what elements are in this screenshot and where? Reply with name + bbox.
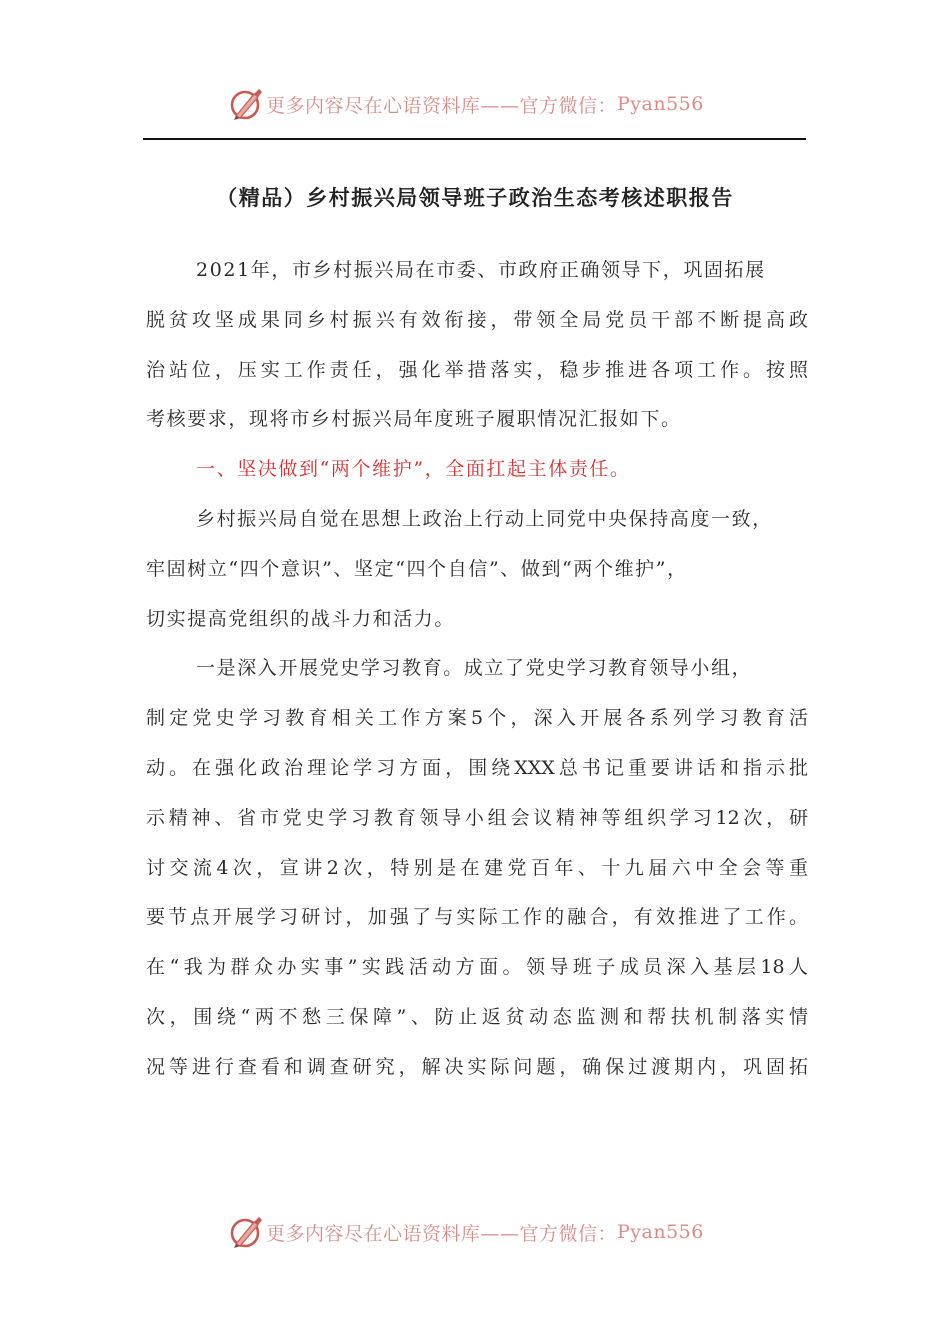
document-body bbox=[146, 246, 808, 1093]
paragraph-line: 况等进行查看和调查研究，解决实际问题，确保过渡期内，巩固拓 bbox=[146, 1055, 808, 1078]
header-watermark bbox=[0, 82, 950, 126]
paragraph-line: 要节点开展学习研讨，加强了与实际工作的融合，有效推进了工作。 bbox=[146, 906, 808, 929]
paragraph-line: 在“我为群众办实事”实践活动方面。领导班子成员深入基层18人 bbox=[146, 956, 808, 979]
wechat-id: Pyan556 bbox=[617, 93, 704, 115]
paragraph-line: 动。在强化政治理论学习方面，围绕XXX总书记重要讲话和指示批 bbox=[146, 756, 808, 779]
paragraph-line: 示精神、省市党史学习教育领导小组会议精神等组织学习12次，研 bbox=[146, 806, 808, 829]
paragraph-line: 牢固树立“四个意识”、坚定“四个自信”、做到“两个维护”， bbox=[146, 557, 688, 580]
watermark-text: 更多内容尽在心语资料库——官方微信： bbox=[266, 94, 618, 117]
paragraph-line: 乡村振兴局自觉在思想上政治上行动上同党中央保持高度一致， bbox=[196, 507, 773, 530]
section-heading: 一、坚决做到“两个维护”，全面扛起主体责任。 bbox=[196, 458, 631, 481]
watermark-text: 更多内容尽在心语资料库——官方微信： bbox=[266, 1222, 618, 1245]
paragraph-line: 次，围绕“两不愁三保障”、防止返贫动态监测和帮扶机制落实情 bbox=[146, 1005, 808, 1028]
header-rule bbox=[143, 138, 806, 140]
paragraph-line: 脱贫攻坚成果同乡村振兴有效衔接，带领全局党员干部不断提高政 bbox=[146, 308, 808, 331]
paragraph-line: 讨交流4次，宣讲2次，特别是在建党百年、十九届六中全会等重 bbox=[146, 856, 808, 879]
paragraph-line: 切实提高党组织的战斗力和活力。 bbox=[146, 607, 456, 630]
document-title: （精品）乡村振兴局领导班子政治生态考核述职报告 bbox=[216, 186, 734, 210]
pen-logo-icon bbox=[228, 1214, 264, 1250]
paragraph-line: 2021年，市乡村振兴局在市委、市政府正确领导下，巩固拓展 bbox=[196, 259, 766, 281]
paragraph-line: 考核要求，现将市乡村振兴局年度班子履职情况汇报如下。 bbox=[146, 408, 682, 431]
pen-logo-icon bbox=[228, 86, 264, 122]
paragraph-line: 制定党史学习教育相关工作方案5个，深入开展各系列学习教育活 bbox=[146, 707, 808, 730]
wechat-id: Pyan556 bbox=[617, 1221, 704, 1243]
footer-watermark bbox=[0, 1210, 950, 1254]
paragraph-line: 一是深入开展党史学习教育。成立了党史学习教育领导小组， bbox=[196, 657, 753, 680]
paragraph-line: 治站位，压实工作责任，强化举措落实，稳步推进各项工作。按照 bbox=[146, 358, 808, 381]
